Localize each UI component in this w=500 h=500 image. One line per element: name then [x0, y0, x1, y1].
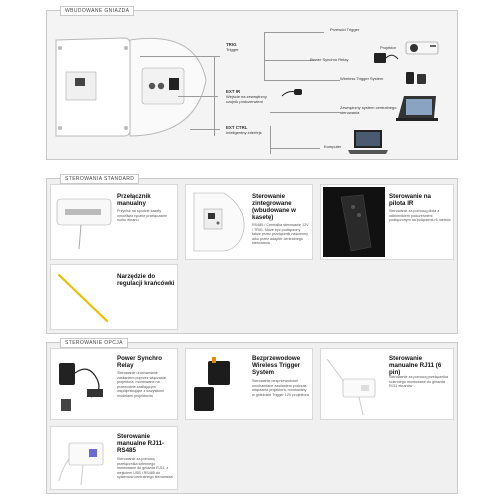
card-title: Przełącznik manualny [117, 193, 151, 207]
label-wireless-trigger: Wireless Trigger System [340, 76, 384, 81]
label-projector: Projektor [380, 45, 397, 50]
rj11-wall-switch-image [323, 353, 385, 417]
label-ext-ctrl-title: EXT CTRL [226, 125, 248, 130]
projector-icon [404, 36, 442, 58]
label-ext-ir-title: EXT IR [226, 89, 241, 94]
computer-laptop-icon [346, 128, 390, 156]
card-wireless-trigger[interactable] [185, 348, 313, 420]
card-desc: Sterowanie uruchamiane zasilaniem poprzez włączanie projektora, montowane na przewodzie zasilającym współpracujące z wszystkimi modelami projektorów [117, 371, 166, 398]
card-rj11-manual[interactable] [320, 348, 454, 420]
rj11-rs485-switch-image [53, 429, 115, 489]
section-title-options: STEROWANIE OPCJA [60, 338, 128, 348]
card-desc: Sterowanie za pomocą pilota z odbiornikiem podczerwieni podłączonym na połączeniu 6 metrów [389, 209, 451, 223]
card-limit-tool[interactable] [50, 264, 178, 330]
card-title: Sterowanie manualne RJ11-RS485 [117, 433, 165, 454]
label-ext-ctrl-desc: Inteligentny interfejs [226, 129, 262, 135]
card-desc: Sterowanie za pomocą przełącznika ściennego montowane do gniazda RJ11, z wejściem USB i RS485 do systemów centralnego sterowania [117, 457, 173, 480]
section-title-standard: STEROWANIA STANDARD [60, 174, 139, 184]
card-title: Sterowanie manualne RJ11 (6 pin) [389, 355, 442, 376]
card-power-synchro-relay[interactable] [50, 348, 178, 420]
wireless-trigger-icon [404, 70, 428, 86]
card-desc: Przycisk na spodzie kasety umożliwia ręczne przełączanie ruchu ekranu [117, 209, 168, 223]
card-desc: RS485 / Centralka sterowanie 12V / TRIG. Może być podłączony także przez przełącznik naścienny albo przez adapter centralnego sterowania [252, 223, 309, 246]
card-manual-switch[interactable] [50, 184, 178, 260]
section-title-built-in: WBUDOWANE GNIAZDA [60, 6, 134, 16]
manual-switch-image [55, 191, 113, 251]
card-integrated-control[interactable] [185, 184, 313, 260]
label-ext-ir [226, 90, 272, 104]
power-relay-icon [372, 50, 400, 66]
card-desc: Sterowanie za pomocą przełącznika ściennego montowane do gniazda RJ11 ekranów [389, 375, 449, 389]
card-desc: Sterowanie bezprzewodowe uruchamiane zasilaniem podczas włączania projektora, montowany w gnieździe Trigger 12V projektora [252, 379, 309, 397]
label-computer: Komputer [324, 144, 342, 149]
card-title: Sterowanie na pilota IR [389, 193, 431, 207]
label-trig-desc: Trigger [226, 46, 239, 52]
card-title: Power Synchro Relay [117, 355, 163, 369]
card-title: Sterowanie zintegrowane (wbudowane w kasetę) [252, 193, 296, 221]
ir-remote-image [335, 193, 373, 253]
card-ir-remote[interactable] [320, 184, 454, 260]
card-title: Narzędzie do regulacji krańcówki [117, 273, 175, 287]
central-control-tablet-icon [394, 92, 440, 124]
power-synchro-relay-image [53, 353, 113, 417]
integrated-control-image [188, 189, 248, 255]
label-trig [226, 43, 266, 53]
label-power-relay: Power Synchro Relay [310, 57, 349, 62]
limit-adjust-tool-image [55, 269, 115, 327]
label-central-control: Zewnętrzny system centralnego sterowania [340, 105, 397, 115]
label-ext-ctrl [226, 126, 266, 136]
label-trig-title: TRIG [226, 42, 237, 47]
screen-casing-illustration [46, 20, 216, 145]
label-wired-trigger: Przewód Trigger [330, 27, 360, 32]
wireless-trigger-image [188, 353, 248, 417]
ir-sensor-icon [280, 86, 304, 100]
label-ext-ir-desc: Wejście na zewnętrzny czujnik podczerwieni [226, 93, 267, 104]
card-title: Bezprzewodowe Wireless Trigger System [252, 355, 301, 376]
card-rj11-rs485[interactable] [50, 426, 178, 490]
